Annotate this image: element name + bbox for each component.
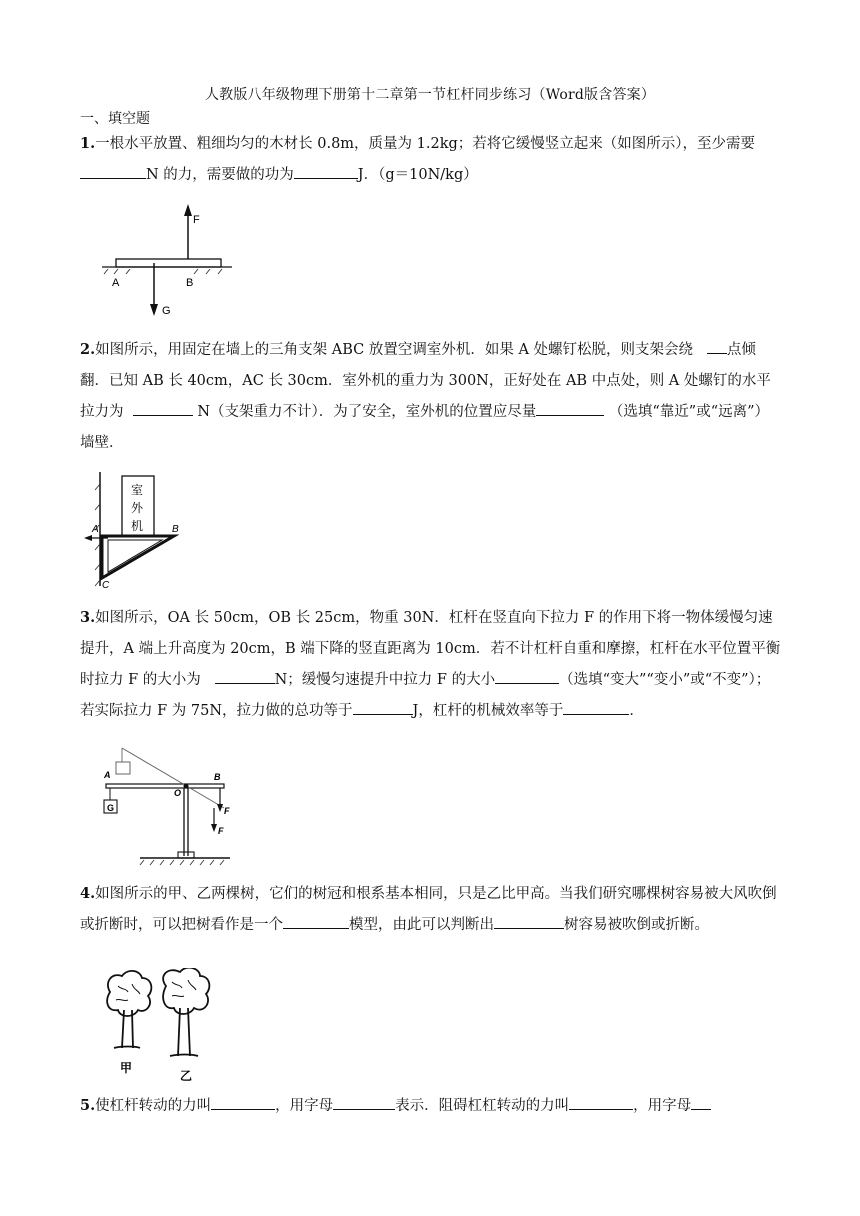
question-text: 树容易被吹倒或折断。 [564,917,709,933]
support-base [178,852,194,858]
question-2 [80,334,782,459]
question-text: 如图所示，用固定在墙上的三角支架 ABC 放置空调室外机．如果 A 处螺钉松脱，则支架会绕 [95,342,694,358]
arrowhead-icon [84,535,92,541]
question-text: ，用字母 [275,1098,334,1114]
pivot-o [184,784,189,789]
answer-blank[interactable] [569,1094,633,1110]
answer-blank[interactable] [494,913,564,929]
question-text: N（支架重力不计）．为了安全，室外机的位置应尽量 [197,404,537,420]
answer-blank[interactable] [80,163,146,179]
ground-hatch [104,269,222,274]
answer-blank[interactable] [211,1094,275,1110]
answer-blank[interactable] [691,1094,711,1110]
arrowhead-icon [217,804,223,812]
label-yi: 乙 [180,1069,193,1083]
figure-4-trees [100,968,230,1084]
label-f: F [218,826,224,836]
plank-shape [116,259,221,267]
unit-label: 机 [131,519,144,533]
question-text: N；缓慢匀速提升中拉力 F 的大小 [274,672,496,688]
label-f: F [193,214,200,226]
label-o: O [174,788,182,798]
label-a: A [112,277,120,289]
question-4 [80,878,782,941]
bracket-inner [108,540,162,572]
tree-yi [163,968,209,1056]
label-b: B [214,772,221,782]
question-text: 使杠杆转动的力叫 [95,1098,212,1114]
question-text: 点倾翻．已知 AB 长 40cm，AC 长 30cm．室外机的重力为 300N，正好处在 AB 中点处，则 A 处螺钉的水平拉力为 [80,342,771,420]
ground-hatch [140,860,224,865]
answer-blank[interactable] [215,668,275,684]
question-3 [80,602,782,727]
figure-3-lever [100,738,240,868]
label-a: A [92,524,99,535]
label-g: G [162,305,171,317]
answer-blank[interactable] [495,668,559,684]
label-c: C [102,580,110,590]
answer-blank[interactable] [133,400,193,416]
answer-blank[interactable] [563,699,629,715]
label-f: F [224,806,230,816]
figure-2-bracket [80,470,190,590]
question-number: 4. [80,885,96,902]
unit-label: 室 [131,483,144,497]
unit-label: 外 [131,501,144,515]
question-text: 如图所示，OA 长 50cm，OB 长 25cm，物重 30N．杠杆在竖直向下拉力 F 的作用下将一物体缓慢匀速提升，A 端上升高度为 20cm，B 端下降的竖直距离为 10cm．若不计杠杆自重和摩擦，杠杆在水平位置平衡时拉力 F 的大小为 [80,610,781,688]
document-title: 人教版八年级物理下册第十二章第一节杠杆同步练习（Word版含答案） [204,87,656,103]
arrowhead-icon [150,304,158,316]
question-text: （选填“变大”“变小”或“不变”）；若实际拉力 F 为 75N，拉力做的总功等于 [80,672,771,719]
bracket-triangle [102,536,174,578]
answer-blank[interactable] [333,1094,395,1110]
figure-1-plank [100,196,240,320]
question-text: 一根水平放置、粗细均匀的木材长 0.8m，质量为 1.2kg；若将它缓慢竖立起来（如图所示），至少需要 [95,136,756,152]
arrowhead-icon [184,204,192,216]
question-text: 模型，由此可以判断出 [349,917,494,933]
raised-weight [116,762,130,774]
answer-blank[interactable] [707,338,727,354]
question-text: N 的力，需要做的功为 [146,167,294,183]
label-b: B [172,524,179,535]
question-text: ． [629,703,644,719]
question-1 [80,128,782,191]
question-number: 3. [80,609,96,626]
arrowhead-icon [211,824,217,832]
answer-blank[interactable] [353,699,413,715]
tree-jia [107,971,151,1048]
answer-blank[interactable] [536,400,604,416]
question-text: 表示．阻碍杠杠转动的力叫 [395,1098,570,1114]
question-number: 2. [80,341,96,358]
section-heading: 一、填空题 [80,111,150,127]
answer-blank[interactable] [283,913,349,929]
lever-bar-tilted [122,748,224,808]
question-text: （选填“靠近”或“远离”）墙壁． [80,404,770,451]
question-number: 1. [80,135,96,152]
question-text: J．（g＝10N/kg） [357,167,478,183]
answer-blank[interactable] [294,163,358,179]
question-text: 如图所示的甲、乙两棵树，它们的树冠和根系基本相同，只是乙比甲高。当我们研究哪棵树容易被大风吹倒或折断时，可以把树看作是一个 [80,886,777,933]
label-jia: 甲 [120,1061,133,1075]
question-5 [80,1090,782,1122]
label-g: G [107,803,115,813]
question-number: 5. [80,1097,96,1114]
question-text: J，杠杆的机械效率等于 [412,703,564,719]
question-text: ，用字母 [633,1098,692,1114]
label-b: B [186,277,194,289]
label-a: A [104,770,111,780]
lever-bar-horizontal [106,784,224,788]
